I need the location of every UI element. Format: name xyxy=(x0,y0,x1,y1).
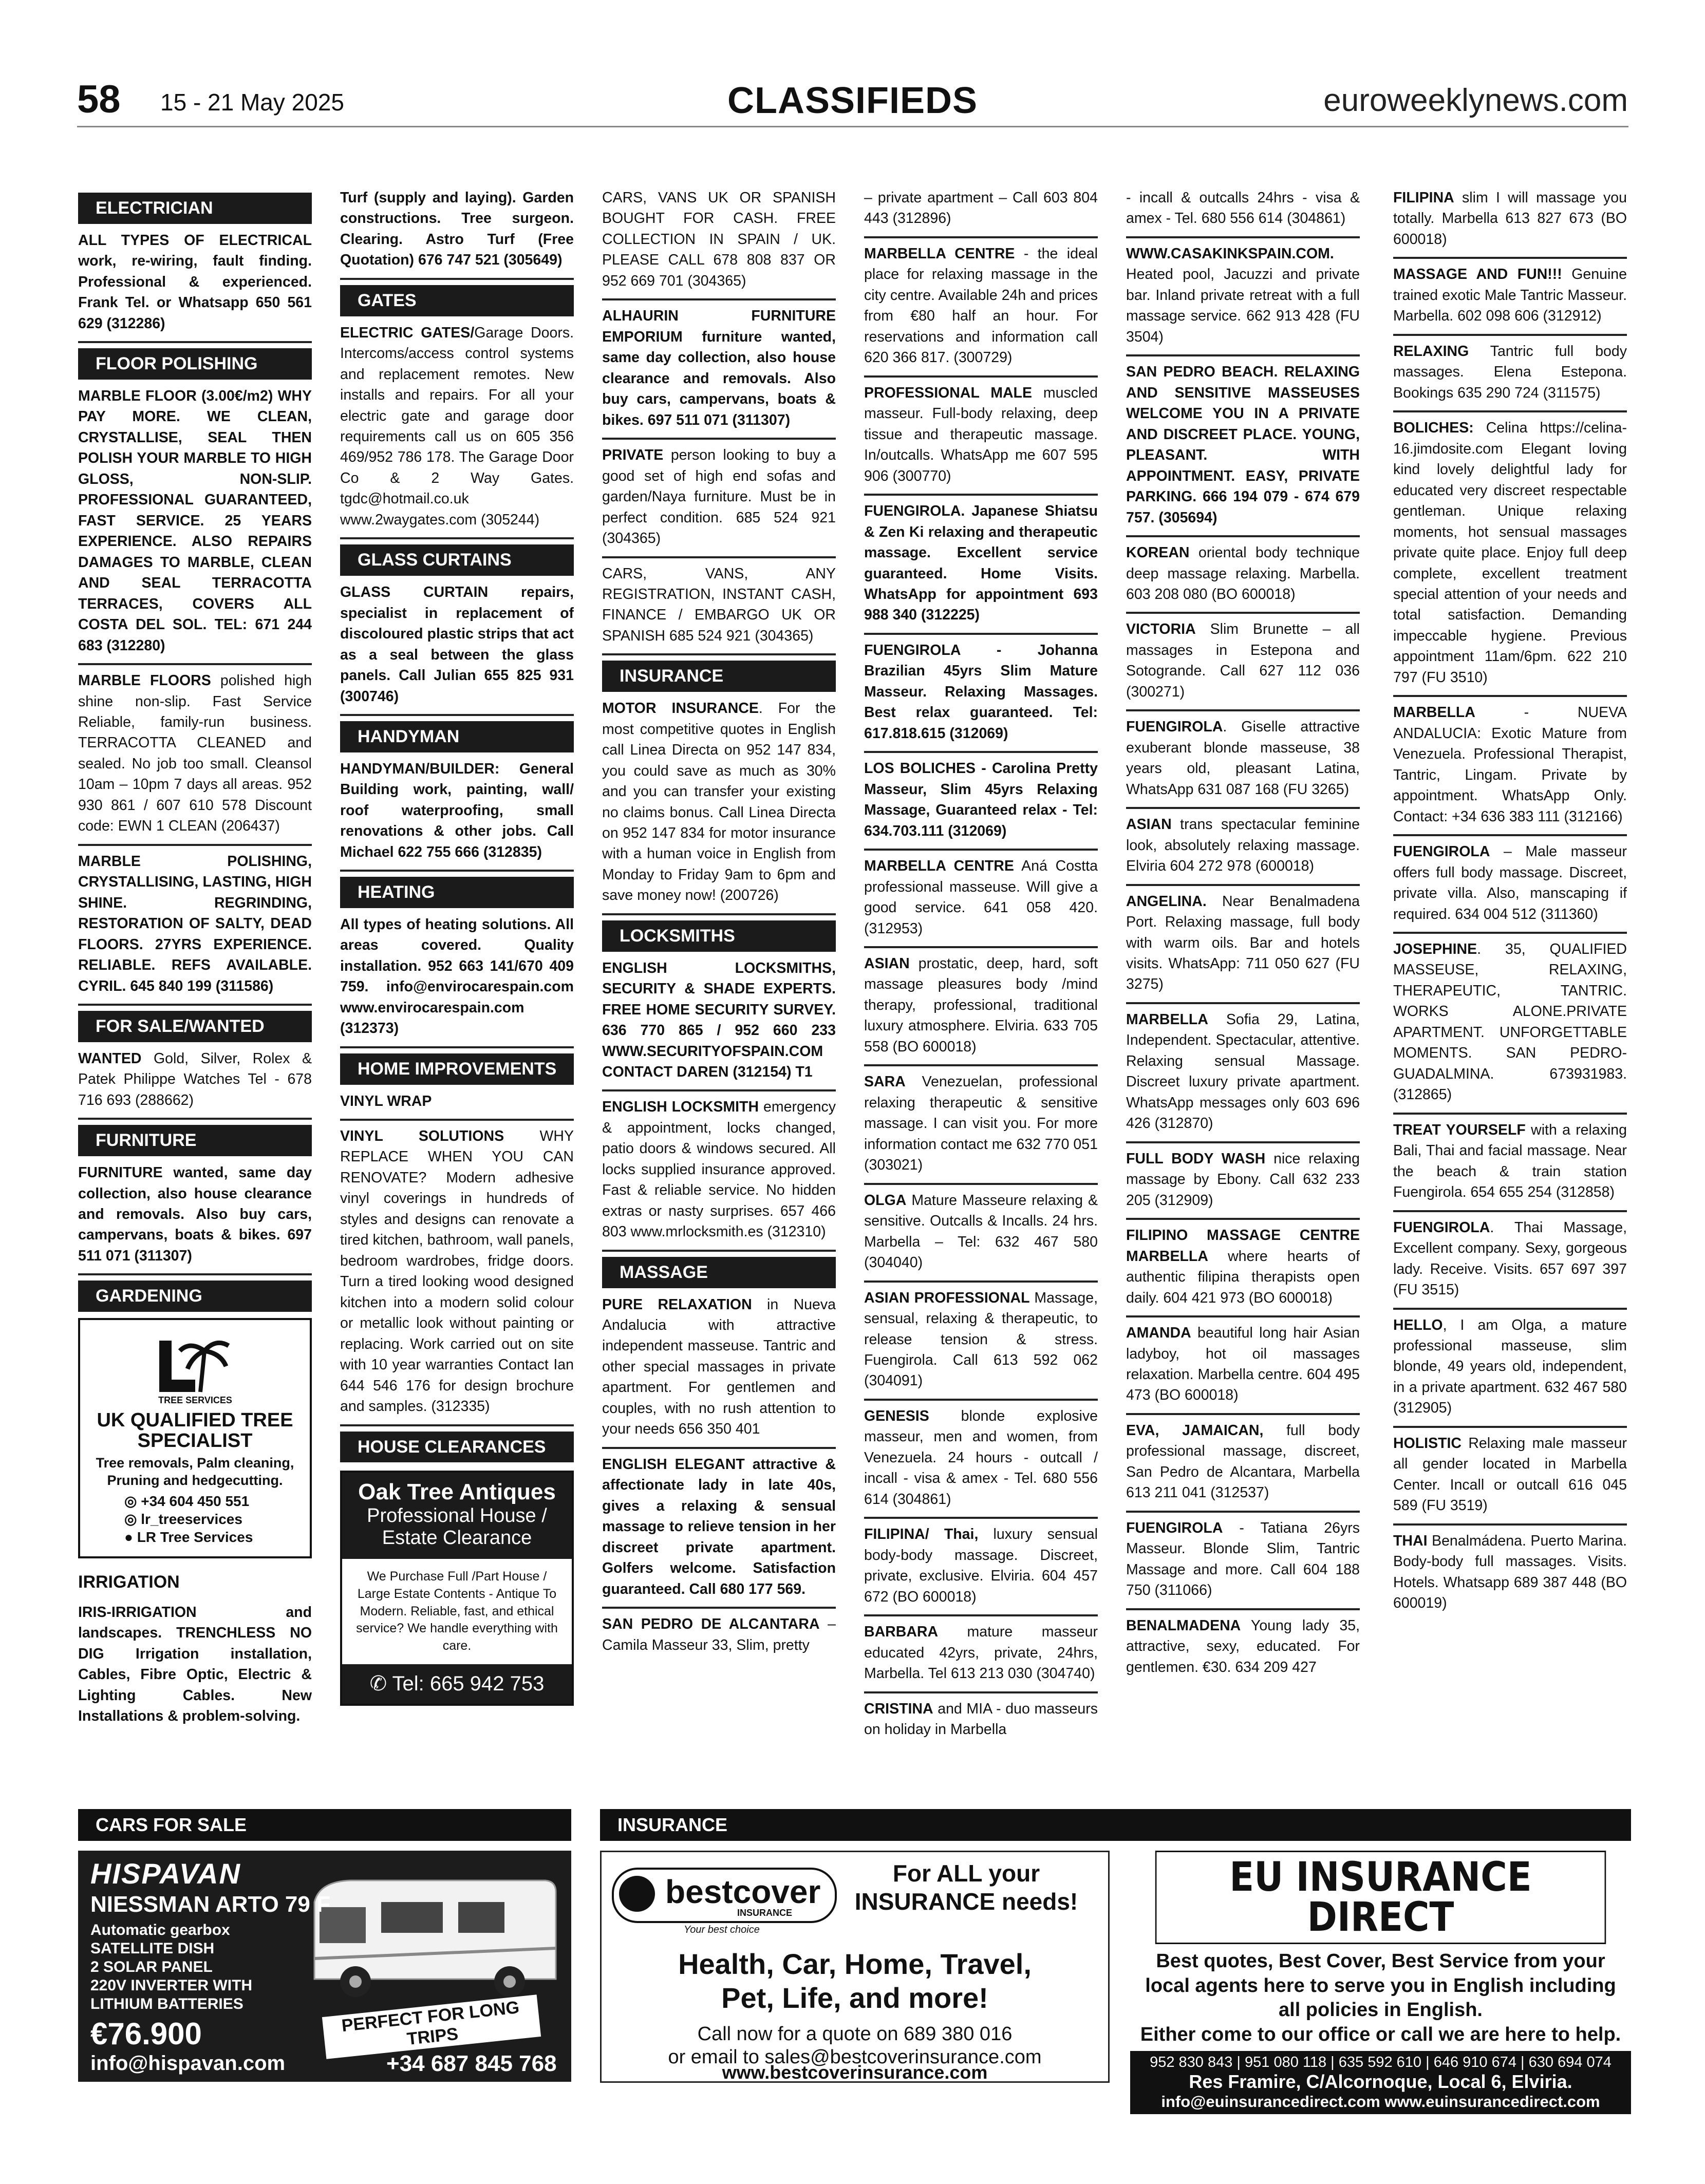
hispavan-ad[interactable] xyxy=(78,1851,571,2082)
classified-ad: ANGELINA. Near Benalmadena Port. Relaxing massage, full body with warm oils. Bar and hotels visits. WhatsApp: 711 050 627 (FU 3275) xyxy=(1126,891,1360,1004)
classified-ad: JOSEPHINE. 35, QUALIFIED MASSEUSE, RELAXING, THERAPEUTIC, TANTRIC. WORKS ALONE.PRIVATE APARTMENT. UNFORGETTABLE MOMENTS. SAN PEDRO-GUADALMINA. 673931983. (312865) xyxy=(1393,939,1627,1115)
category-insurance: INSURANCE xyxy=(602,661,836,692)
classified-ad: MARBELLA - NUEVA ANDALUCIA: Exotic Mature from Venezuela. Professional Therapist, Tantric, Lingam. Private by appointment. WhatsApp Only. Contact: +34 636 383 111 (312166) xyxy=(1393,702,1627,836)
category-irrigation: IRRIGATION xyxy=(78,1572,180,1592)
classified-ad: ASIAN prostatic, deep, hard, soft massage pleasures body /mind therapy, professional, traditional luxury atmosphere. Elviria. 633 705 558 (BO 600018) xyxy=(864,953,1098,1066)
motorhome-illustration-icon xyxy=(304,1871,561,2005)
facebook-line[interactable]: ● LR Tree Services xyxy=(124,1529,253,1546)
oak-subtitle: Professional House / Estate Clearance xyxy=(367,1504,547,1549)
classified-ad: LOS BOLICHES - Carolina Pretty Masseur, Slim 45yrs Relaxing Massage, Guaranteed relax - Tel: 634.703.111 (312069) xyxy=(864,758,1098,851)
classified-ad: FUENGIROLA. Japanese Shiatsu & Zen Ki relaxing and therapeutic massage. Excellent service guaranteed. Home Visits. WhatsApp for appointment 693 988 340 (312225) xyxy=(864,501,1098,635)
column-5 xyxy=(1126,187,1360,1803)
classified-ad: PROFESSIONAL MALE muscled masseur. Full-body relaxing, deep tissue and therapeutic massage. In/outcalls. WhatsApp me 607 595 906 (300770) xyxy=(864,383,1098,496)
classified-ad: MARBLE FLOOR (3.00€/m2) WHY PAY MORE. WE CLEAN, CRYSTALLISE, SEAL THEN POLISH YOUR MARBLE TO HIGH GLOSS, NON-SLIP. PROFESSIONAL GUARANTEED, FAST SERVICE. 25 YEARS EXPERIENCE. ALSO REPAIRS DAMAGES TO MARBLE, CLEAN AND SEAL TERRACOTTA TERRACES, COVERS ALL COSTA DEL SOL. TEL: 671 244 683 (312280) xyxy=(78,386,312,665)
classified-ad: AMANDA beautiful long hair Asian ladyboy, hot oil massages relaxation. Marbella centre. 604 495 473 (BO 600018) xyxy=(1126,1323,1360,1415)
classified-ad: MARBELLA CENTRE - the ideal place for relaxing massage in the city centre. Available 24h and prices from €80 half an hour. For reservations and information call 620 366 817. (300729) xyxy=(864,243,1098,378)
classified-ad: CARS, VANS UK OR SPANISH BOUGHT FOR CASH. FREE COLLECTION IN SPAIN / UK. PLEASE CALL 678 808 837 OR 952 669 701 (304365) xyxy=(602,187,836,300)
classified-ad: ALHAURIN FURNITURE EMPORIUM furniture wanted, same day collection, also house clearance and removals. Also buy cars, campervans, boats & bikes. 697 511 071 (311307) xyxy=(602,306,836,440)
classified-ad: ASIAN PROFESSIONAL Massage, sensual, relaxing & therapeutic, to release tension & stress. Fuengirola. Call 613 592 062 (304091) xyxy=(864,1288,1098,1401)
classified-ad: HELLO, I am Olga, a mature professional masseuse, slim blonde, 49 years old, independent, in a private apartment. 632 467 580 (312905) xyxy=(1393,1315,1627,1428)
classified-ad: HANDYMAN/BUILDER: General Building work, painting, wall/ roof waterproofing, small renovations & other jobs. Call Michael 622 755 666 (312835) xyxy=(340,759,574,872)
category-massage: MASSAGE xyxy=(602,1257,836,1288)
category-heating: HEATING xyxy=(340,877,574,908)
bestcover-headline-2: INSURANCE needs! xyxy=(854,1888,1078,1915)
classified-ad: MASSAGE AND FUN!!! Genuine trained exotic Male Tantric Masseur. Marbella. 602 098 606 (312912) xyxy=(1393,264,1627,335)
classified-ad: PURE RELAXATION in Nueva Andalucia with attractive independent masseuse. Tantric and other special massages in private apartment. For gentlemen and couples, with no rush attention to your needs 656 350 401 xyxy=(602,1294,836,1449)
site-url[interactable]: euroweeklynews.com xyxy=(1323,83,1628,118)
classified-ad: – private apartment – Call 603 804 443 (312896) xyxy=(864,187,1098,238)
category-for-sale-wanted: FOR SALE/WANTED xyxy=(78,1011,312,1042)
classified-ad: FUENGIROLA. Thai Massage, Excellent company. Sexy, gorgeous lady. Receive. Visits. 657 697 397 (FU 3515) xyxy=(1393,1217,1627,1310)
classified-ad: EVA, JAMAICAN, full body professional massage, discreet, San Pedro de Alcantara, Marbella 613 211 041 (312537) xyxy=(1126,1420,1360,1513)
classified-ad: ASIAN trans spectacular feminine look, absolutely relaxing massage. Elviria 604 272 978 (600018) xyxy=(1126,814,1360,886)
column-6 xyxy=(1393,187,1627,1803)
bestcover-choice: Your best choice xyxy=(684,1924,760,1935)
classified-ad: MARBELLA CENTRE Aná Costta professional masseuse. Will give a good service. 641 058 420. (312953) xyxy=(864,856,1098,948)
whatsapp-icon: ◎ xyxy=(124,1493,141,1510)
tree-title: UK QUALIFIED TREE SPECIALIST xyxy=(97,1409,293,1452)
classified-ad: ALL TYPES OF ELECTRICAL work, re-wiring, fault finding. Professional & experienced. Frank Tel. or Whatsapp 650 561 629 (312286) xyxy=(78,230,312,343)
palm-tree-logo-icon xyxy=(144,1330,247,1407)
page-number: 58 xyxy=(77,78,121,121)
hispavan-price: €76.900 xyxy=(90,2017,202,2051)
column-2 xyxy=(340,187,574,1803)
tree-subtitle: Tree removals, Palm cleaning, Pruning and hedgecutting. xyxy=(96,1455,294,1488)
category-locksmiths: LOCKSMITHS xyxy=(602,920,836,952)
classified-ad: MARBELLA Sofia 29, Latina, Independent. Spectacular, attentive. Relaxing sensual Massage. Discreet luxury private apartment. WhatsApp messages only 603 696 426 (312870) xyxy=(1126,1009,1360,1143)
feature-line: Automatic gearbox xyxy=(90,1922,230,1938)
oak-title: Oak Tree Antiques xyxy=(358,1479,556,1505)
category-electrician: ELECTRICIAN xyxy=(78,193,312,224)
oak-tree-antiques-ad xyxy=(340,1471,574,1705)
feature-line: 2 SOLAR PANEL xyxy=(90,1959,213,1975)
classified-ad: VINYL WRAP xyxy=(340,1091,574,1121)
issue-date: 15 - 21 May 2025 xyxy=(160,89,345,116)
hispavan-phone[interactable]: +34 687 845 768 xyxy=(386,2051,557,2076)
classified-ad: MARBLE POLISHING, CRYSTALLISING, LASTING, HIGH SHINE. REGRINDING, RESTORATION OF SALTY, DEAD FLOORS. 27YRS EXPERIENCE. RELIABLE. REFS AVAILABLE. CYRIL. 645 840 199 (311586) xyxy=(78,851,312,1006)
bestcover-products-2: Pet, Life, and more! xyxy=(721,1982,988,2014)
classified-ad: ELECTRIC GATES/Garage Doors. Intercoms/access control systems and replacement remotes. New installs and repairs. For all your electric gate and garage door requirements call us on 605 356 469/952 786 178. The Garage Door Co & 2 Way Gates. tgdc@hotmail.co.uk www.2waygates.com (305244) xyxy=(340,323,574,540)
classified-ad: FILIPINA slim I will massage you totally. Marbella 613 827 673 (BO 600018) xyxy=(1393,187,1627,259)
column-3 xyxy=(602,187,836,1803)
hispavan-brand: HISPAVAN xyxy=(90,1857,241,1890)
classified-ad: - incall & outcalls 24hrs - visa & amex - Tel. 680 556 614 (304861) xyxy=(1126,187,1360,238)
classified-ad: BOLICHES: Celina https://celina-16.jimdosite.com Elegant loving kind lovely delightful lady for educated very discreet respectable gentleman. Unique relaxing moments, hot sensual massages private quite place. Enjoy full deep complete, excellent treatment special attention of your needs and total satisfaction. Demanding impeccable hygiene. Previous appointment 11am/6pm. 622 210 797 (FU 3510) xyxy=(1393,418,1627,697)
bestcover-headline-1: For ALL your xyxy=(892,1860,1040,1887)
feature-line: LITHIUM BATTERIES xyxy=(90,1995,243,2012)
classified-ad: HOLISTIC Relaxing male masseur all gender located in Marbella Center. Incall or outcall 616 045 589 (FU 3519) xyxy=(1393,1433,1627,1526)
svg-text:TREE SERVICES: TREE SERVICES xyxy=(158,1395,232,1406)
classified-ad: ENGLISH LOCKSMITH emergency & appointment, locks changed, patio doors & windows secured. All locks supplied insurance approved. Fast & reliable service. No hidden extras or nasty surprises. 657 466 803 www.mrlocksmith.es (312310) xyxy=(602,1097,836,1251)
classified-ad: VINYL SOLUTIONS WHY REPLACE WHEN YOU CAN RENOVATE? Modern adhesive vinyl coverings in hundreds of styles and designs can renovate a tired kitchen, bathroom, wall panels, bedroom wardrobes, fridge doors. Turn a tired looking wood designed kitchen into a modern solid colour or metallic look without painting or replacing. Work carried out on site with 10 year warranties Contact Ian 644 546 176 for design brochure and samples. (312335) xyxy=(340,1126,574,1426)
classified-ad: SARA Venezuelan, professional relaxing therapeutic & sensitive massage. I can visit you. For more information contact me 632 770 051 (303021) xyxy=(864,1071,1098,1184)
tree-services-ad xyxy=(78,1318,312,1558)
classified-ad: FILIPINA/ Thai, luxury sensual body-body massage. Discreet, private, exclusive. Elviria. 604 457 672 (BO 600018) xyxy=(864,1524,1098,1616)
column-1 xyxy=(78,187,312,1803)
instagram-line[interactable]: ◎ lr_treeservices xyxy=(124,1511,242,1528)
classified-ad: RELAXING Tantric full body massages. Elena Estepona. Bookings 635 290 724 (311575) xyxy=(1393,341,1627,412)
classified-ad: GLASS CURTAIN repairs, specialist in replacement of discoloured plastic strips that act as a seal between the glass panels. Call Julian 655 825 931 (300746) xyxy=(340,582,574,716)
bestcover-quote[interactable]: Call now for a quote on 689 380 016 xyxy=(697,2023,1013,2045)
oak-phone[interactable]: ✆ Tel: 665 942 753 xyxy=(342,1664,572,1704)
eud-line-1: Best quotes, Best Cover, Best Service from your local agents here to serve you in English including all policies in English. xyxy=(1145,1950,1616,2021)
column-4 xyxy=(864,187,1098,1803)
bestcover-email[interactable]: or email to sales@bestcoverinsurance.com xyxy=(668,2046,1042,2068)
classified-ad: FUENGIROLA - Johanna Brazilian 45yrs Slim Mature Masseur. Relaxing Massages. Best relax guaranteed. Tel: 617.818.615 (312069) xyxy=(864,640,1098,753)
classified-ad: WANTED Gold, Silver, Rolex & Patek Philippe Watches Tel - 678 716 693 (288662) xyxy=(78,1048,312,1120)
eud-address: Res Framire, C/Alcornoque, Local 6, Elviria. xyxy=(1189,2071,1572,2092)
instagram-icon: ◎ xyxy=(124,1511,141,1528)
classified-ad: KOREAN oriental body technique deep massage relaxing. Marbella. 603 208 080 (BO 600018) xyxy=(1126,542,1360,614)
category-insurance-bottom: INSURANCE xyxy=(600,1809,1631,1841)
classified-ad: TREAT YOURSELF with a relaxing Bali, Thai and facial massage. Near the beach & train station Fuengirola. 654 655 254 (312858) xyxy=(1393,1120,1627,1212)
eu-insurance-direct-ad[interactable] xyxy=(1130,1851,1631,2111)
classified-ad: CARS, VANS, ANY REGISTRATION, INSTANT CASH, FINANCE / EMBARGO UK OR SPANISH 685 524 921 (304365) xyxy=(602,563,836,656)
eud-phones[interactable]: 952 830 843 | 951 080 118 | 635 592 610 | 646 910 674 | 630 694 074 xyxy=(1150,2054,1612,2070)
oak-body: We Purchase Full /Part House / Large Estate Contents - Antique To Modern. Reliable, fast, and ethical service? We handle everything with care. xyxy=(356,1569,558,1653)
classified-ad: FUENGIROLA. Giselle attractive exuberant blonde masseuse, 38 years old, pleasant Latina, WhatsApp 631 087 168 (FU 3265) xyxy=(1126,717,1360,809)
classified-ad: CRISTINA and MIA - duo masseurs on holiday in Marbella xyxy=(864,1700,1098,1738)
whatsapp-line[interactable]: ◎ +34 604 450 551 xyxy=(124,1493,250,1510)
classified-ad: WWW.CASAKINKSPAIN.COM. Heated pool, Jacuzzi and private bar. Inland private retreat with a full massage service. 662 913 428 (FU 3504) xyxy=(1126,243,1360,356)
category-home-improvements: HOME IMPROVEMENTS xyxy=(340,1053,574,1085)
bestcover-ad[interactable] xyxy=(600,1851,1110,2083)
classified-ad: PRIVATE person looking to buy a good set of high end sofas and garden/Naya furniture. Must be in perfect condition. 685 524 921 (304365) xyxy=(602,445,836,558)
classified-ad: GENESIS blonde explosive masseur, men and women, from Venezuela. 24 hours - outcall / incall - visa & amex - Tel. 680 556 614 (304861) xyxy=(864,1406,1098,1519)
feature-line: 220V INVERTER WITH xyxy=(90,1977,253,1994)
category-handyman: HANDYMAN xyxy=(340,721,574,752)
classified-ad: BENALMADENA Young lady 35, attractive, sexy, educated. For gentlemen. €30. 634 209 427 xyxy=(1126,1617,1360,1675)
header-rule xyxy=(77,126,1628,127)
classified-ad: SAN PEDRO BEACH. RELAXING AND SENSITIVE MASSEUSES WELCOME YOU IN A PRIVATE AND DISCREET PLACE. YOUNG, PLEASANT. WITH APPOINTMENT. EASY, PRIVATE PARKING. 666 194 079 - 674 679 757. (305694) xyxy=(1126,362,1360,537)
category-furniture: FURNITURE xyxy=(78,1125,312,1156)
hispavan-email[interactable]: info@hispavan.com xyxy=(90,2052,286,2075)
section-title: CLASSIFIEDS xyxy=(727,80,978,121)
classified-ad: BARBARA mature masseur educated 42yrs, private, 24hrs, Marbella. Tel 613 213 030 (304740) xyxy=(864,1622,1098,1693)
classified-ad: VICTORIA Slim Brunette – all massages in Estepona and Sotogrande. Call 627 112 036 (300271) xyxy=(1126,619,1360,711)
category-house-clearances: HOUSE CLEARANCES xyxy=(340,1432,574,1463)
bestcover-products-1: Health, Car, Home, Travel, xyxy=(678,1948,1032,1980)
classified-ad: ENGLISH LOCKSMITHS, SECURITY & SHADE EXPERTS. FREE HOME SECURITY SURVEY. 636 770 865 / 952 660 233 WWW.SECURITYOFSPAIN.COM CONTACT DAREN (312154) T1 xyxy=(602,958,836,1092)
classified-ad: OLGA Mature Masseure relaxing & sensitive. Outcalls & Incalls. 24 hrs. Marbella – Tel: 632 467 580 (304040) xyxy=(864,1190,1098,1283)
hispavan-model: NIESSMAN ARTO 79 F xyxy=(90,1892,330,1917)
classified-ad: FULL BODY WASH nice relaxing massage by Ebony. Call 632 233 205 (312909) xyxy=(1126,1149,1360,1220)
bestcover-mark-icon xyxy=(619,1876,655,1912)
category-glass-curtains: GLASS CURTAINS xyxy=(340,544,574,576)
classified-ad: ENGLISH ELEGANT attractive & affectionate lady in late 40s, gives a relaxing & sensual massage to relieve tension in her discreet private apartment. Golfers welcome. Satisfaction guaranteed. Call 680 177 569. xyxy=(602,1454,836,1609)
category-floor-polishing: FLOOR POLISHING xyxy=(78,348,312,380)
bestcover-logo: bestcover INSURANCE xyxy=(612,1868,837,1923)
feature-line: SATELLITE DISH xyxy=(90,1940,215,1957)
classified-ad: THAI Benalmádena. Puerto Marina. Body-body full massages. Visits. Hotels. Whatsapp 689 387 448 (BO 600019) xyxy=(1393,1532,1627,1612)
category-cars-for-sale: CARS FOR SALE xyxy=(78,1809,571,1841)
classified-ad: FUENGIROLA – Male masseur offers full body massage. Discreet, private villa. Also, manscaping if required. 634 004 512 (311360) xyxy=(1393,841,1627,934)
classified-ad: MOTOR INSURANCE. For the most competitive quotes in English call Linea Directa on 952 147 834, you could save as much as 30% and you can transfer your existing no claims bonus. Call Linea Directa on 952 147 834 for motor insurance with a human voice in English from Monday to Friday 9am to 6pm and save money now! (200726) xyxy=(602,698,836,915)
classified-ad: All types of heating solutions. All areas covered. Quality installation. 952 663 141/670 409 759. info@envirocarespain.com www.envirocarespain.com (312373) xyxy=(340,914,574,1048)
hispavan-tagline: PERFECT FOR LONG TRIPS xyxy=(322,1994,541,2059)
classified-ad: IRIS-IRRIGATION and landscapes. TRENCHLESS NO DIG Irrigation installation, Cables, Fibre Optic, Electric & Lighting Cables. New Installations & problem-solving. xyxy=(78,1604,312,1725)
eud-title: EU INSURANCE DIRECT xyxy=(1155,1851,1606,1944)
classified-ad: FILIPINO MASSAGE CENTRE MARBELLA where hearts of authentic filipina therapists open daily. 604 421 973 (BO 600018) xyxy=(1126,1225,1360,1317)
category-gardening: GARDENING xyxy=(78,1281,312,1312)
classified-ad: FURNITURE wanted, same day collection, also house clearance and removals. Also buy cars, campervans, boats & bikes. 697 511 071 (311307) xyxy=(78,1162,312,1275)
phone-icon: ✆ xyxy=(369,1672,392,1695)
facebook-icon: ● xyxy=(124,1529,137,1546)
classified-ad: FUENGIROLA - Tatiana 26yrs Masseur. Blonde Slim, Tantric Massage and more. Call 604 188 750 (311066) xyxy=(1126,1518,1360,1610)
eud-line-2: Either come to our office or call we are here to help. xyxy=(1140,2023,1621,2045)
eud-web[interactable]: info@euinsurancedirect.com www.euinsurancedirect.com xyxy=(1161,2093,1600,2111)
bestcover-web[interactable]: www.bestcoverinsurance.com xyxy=(722,2062,988,2083)
category-gates: GATES xyxy=(340,285,574,316)
classified-ad: SAN PEDRO DE ALCANTARA – Camila Masseur 33, Slim, pretty xyxy=(602,1616,836,1653)
classified-ad: Turf (supply and laying). Garden constructions. Tree surgeon. Clearing. Astro Turf (Free Quotation) 676 747 521 (305649) xyxy=(340,187,574,280)
classified-ad: MARBLE FLOORS polished high shine non-slip. Fast Service Reliable, family-run business. TERRACOTTA CLEANED and sealed. No job too small. Cleansol 10am – 10pm 7 days all areas. 952 930 861 / 607 610 578 Discount code: EWN 1 CLEAN (206437) xyxy=(78,670,312,846)
